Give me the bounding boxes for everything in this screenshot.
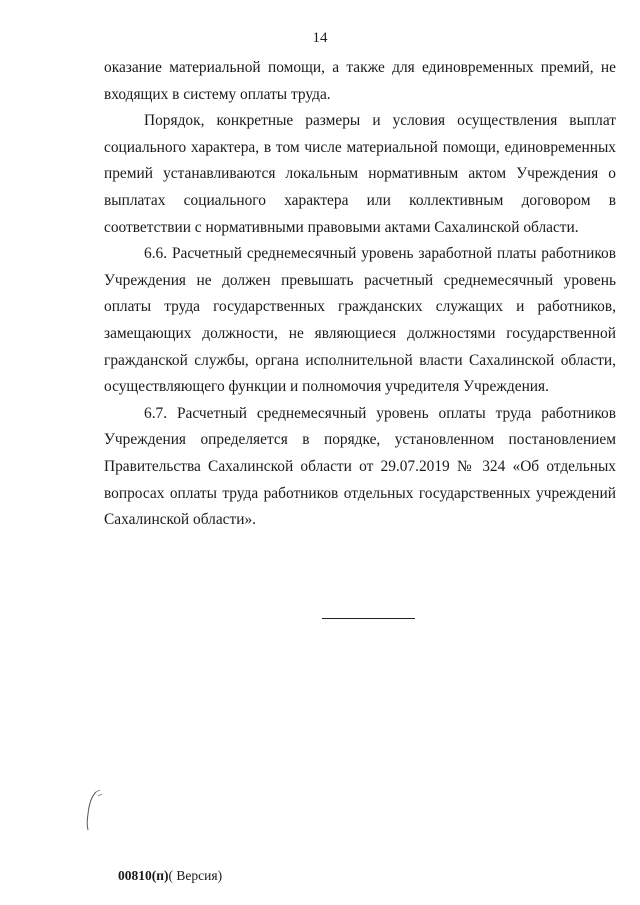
footer-code: 00810(п) <box>118 868 169 883</box>
paragraph-section-6-6: 6.6. Расчетный среднемесячный уровень заработной платы работников Учреждения не должен превышать расчетный среднемесячный уровень оплаты труда государственных гражданских служащих и работников, замещающих должности, не являющиеся должностями государственной гражданской службы, органа исполнительной власти Сахалинской области, осуществляющего функции и полномочия учредителя Учреждения. <box>104 245 616 396</box>
footer <box>118 868 222 884</box>
end-divider <box>322 618 415 619</box>
page-number: 14 <box>312 30 328 46</box>
paragraph-section-6-7: 6.7. Расчетный среднемесячный уровень оплаты труда работников Учреждения определяется в порядке, установленном постановлением Правительства Сахалинской области от 29.07.2019 № 324 «Об отдельных вопросах оплаты труда работников отдельных государственных учреждений Сахалинской области». <box>104 404 616 529</box>
pen-mark-icon <box>84 788 114 832</box>
document-body <box>104 55 616 534</box>
paragraph-procedure: Порядок, конкретные размеры и условия осуществления выплат социального характера, в том числе материальной помощи, единовременных премий устанавливаются локальным нормативным актом Учреждения о выплатах социального характера или коллективным договором в соответствии с нормативными правовыми актами Сахалинской области. <box>104 112 616 236</box>
footer-version: ( Версия) <box>168 868 223 883</box>
paragraph-continuation: оказание материальной помощи, а также для единовременных премий, не входящих в систему оплаты труда. <box>104 59 616 103</box>
